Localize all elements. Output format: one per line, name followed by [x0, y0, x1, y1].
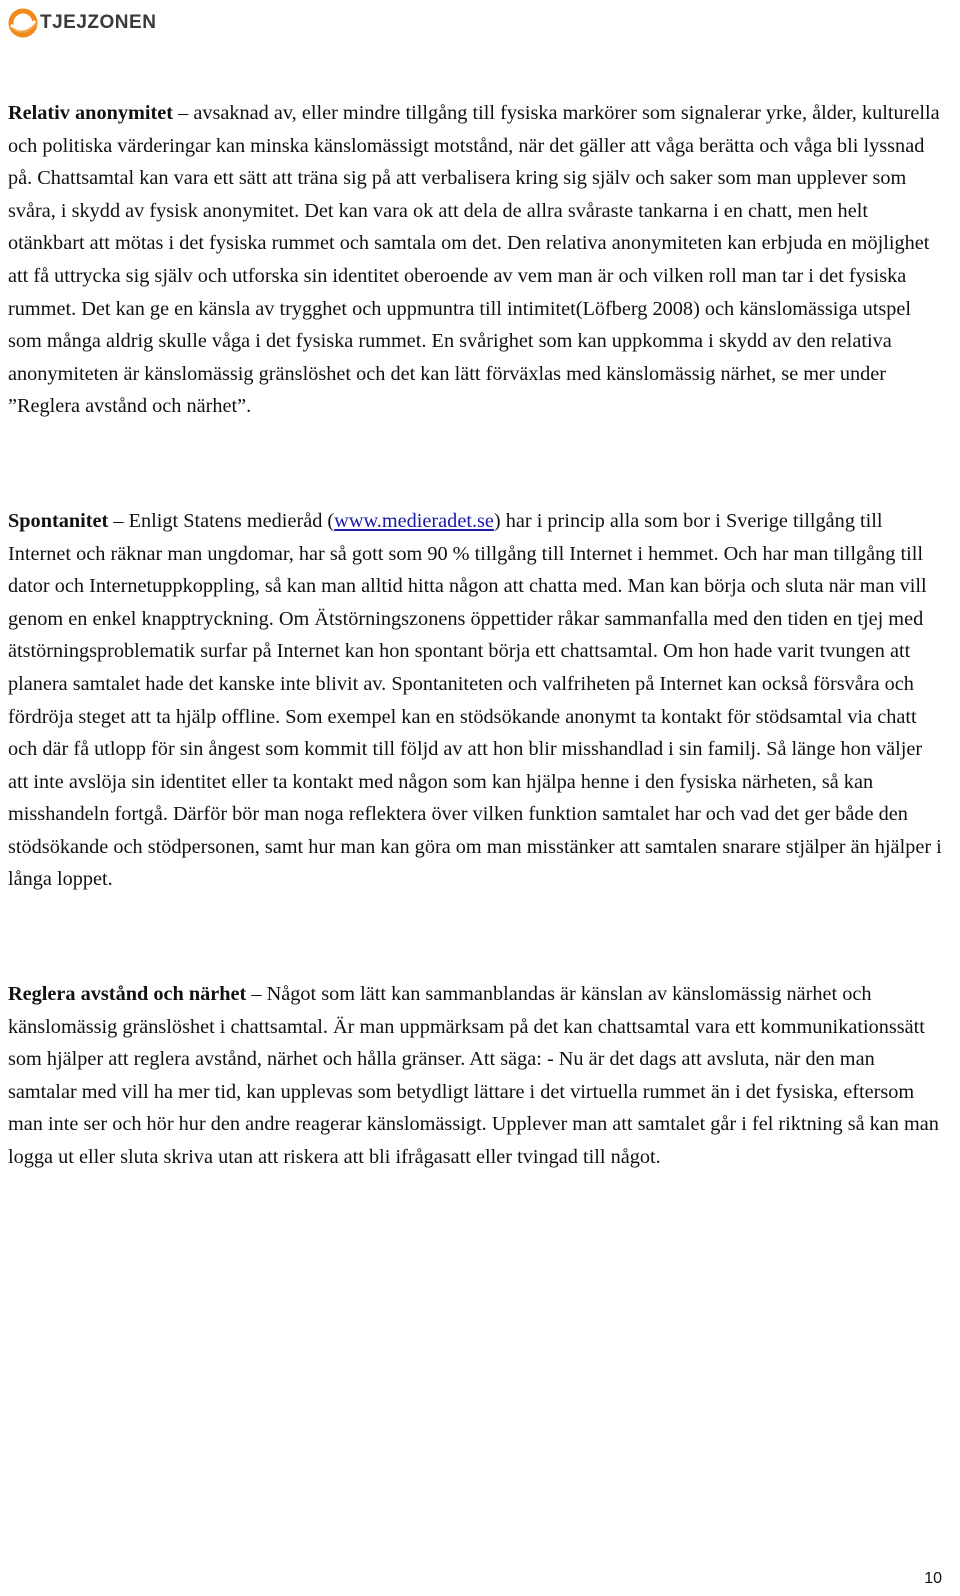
logo-swoosh-icon	[8, 8, 38, 38]
section-body-start: Enligt Statens medieråd (	[128, 509, 335, 532]
section-body: avsaknad av, eller mindre tillgång till fysiska markörer som signalerar yrke, ålder, kulturella och politiska värderingar kan minska känslomässigt motstånd, när det gäller att våga berätta och våga bli lyssnad på. Chattsamtal kan vara ett sätt att träna sig på att verbalisera kring sig själv och saker som man upplever som svåra, i skydd av fysisk anonymitet. Det kan vara ok att dela de allra svåraste tankarna i en chatt, men helt otänkbart att mötas i det fysiska rummet och samtala om det. Den relativa anonymiteten kan erbjuda en möjlighet att få uttrycka sig själv och utforska sin identitet oberoende av vem man är och vilken roll man tar i det fysiska rummet. Det kan ge en känsla av trygghet och uppmuntra till intimitet(Löfberg 2008) och känslomässiga utspel som många aldrig skulle våga i det fysiska rummet. En svårighet som kan uppkomma i skydd av den relativa anonymiteten är känslomässig gränslöshet och det kan lätt förväxlas med känslomässig närhet, se mer under ”Reglera avstånd och närhet”.	[8, 102, 940, 418]
section-relativ-anonymitet	[8, 97, 946, 423]
section-reglera-avstand	[8, 978, 946, 1174]
document-body	[8, 97, 946, 1174]
section-body-rest: ) har i princip alla som bor i Sverige tillgång till Internet och räknar man ungdomar, har så gott som 90 % tillgång till Internet i hemmet. Och har man tillgång till dator och Internetuppkoppling, så kan man alltid hitta någon att chatta med. Man kan börja och sluta när man vill genom en enkel knapptryckning. Om Ätstörningszonens öppettider råkar sammanfalla med den tiden en tjej med ätstörningsproblematik surfar på Internet kan hon spontant börja ett chattsamtal. Om hon hade varit tvungen att planera samtalet hade det kanske inte blivit av. Spontaniteten och valfriheten på Internet kan också försvåra och fördröja steget att ta hjälp offline. Som exempel kan en stödsökande anonymt ta kontakt för stödsamtal via chatt och där få utlopp för sin ångest som kommit till följd av att hon blir misshandlad i sin familj. Så länge hon väljer att inte avslöja sin identitet eller ta kontakt med någon som kan hjälpa henne i den fysiska närheten, så kan misshandeln fortgå. Därför bör man noga reflektera över vilken funktion samtalet har och vad det ger både den stödsökande och stödpersonen, samt hur man kan göra om man misstänker att samtalen snarare stjälper än hjälper i långa loppet.	[8, 509, 942, 891]
page-number: 10	[924, 1570, 942, 1587]
section-spontanitet	[8, 505, 946, 896]
medieradet-link[interactable]: www.medieradet.se	[334, 509, 494, 532]
section-heading: Reglera avstånd och närhet	[8, 983, 247, 1006]
section-heading: Relativ anonymitet	[8, 102, 174, 124]
heading-dash: –	[108, 509, 129, 532]
logo-text: TJEJZONEN	[40, 12, 157, 33]
section-heading: Spontanitet	[8, 509, 109, 532]
heading-dash: –	[173, 102, 194, 124]
section-body: Något som lätt kan sammanblandas är känslan av känslomässig närhet och känslomässig gränslöshet i chattsamtal. Är man uppmärksam på det kan chattsamtal vara ett kommunikationssätt som hjälper att reglera avstånd, närhet och hålla gränser. Att säga: - Nu är det dags att avsluta, när den man samtalar med vill ha mer tid, kan upplevas som betydligt lättare i det virtuella rummet än i det fysiska, eftersom man inte ser och hör hur den andre reagerar känslomässigt. Upplever man att samtalet går i fel riktning så kan man logga ut eller sluta skriva utan att riskera att bli ifrågasatt eller tvingad till något.	[8, 983, 939, 1169]
heading-dash: –	[246, 983, 267, 1006]
tjejzonen-logo	[8, 6, 158, 40]
